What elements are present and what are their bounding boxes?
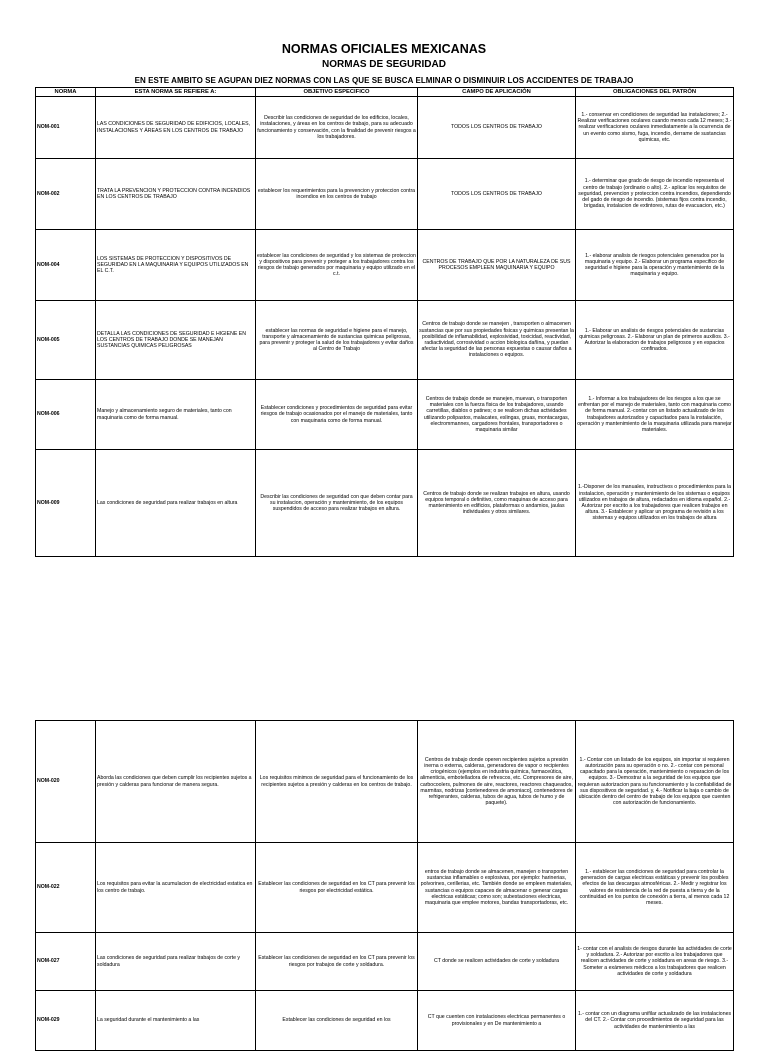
- cell-campo: Centros de trabajo donde se manejen, muevan, o transporten materiales con la fuerza fisica de los trabajadores, usando carretillas, diablos o patines; o se realicen dichas actividades utilizando polipastos, malacates, eslingas, gruas, montacargas, electrommannes, cargadores frontales, transportadores o maquinaria similar: [418, 380, 576, 450]
- cell-refiere: La seguridad durante el mantenimiento a las: [96, 991, 256, 1051]
- table-row: [36, 159, 734, 230]
- cell-objetivo: Establecer las condiciones de seguridad en los CT para prevenir los riesgos por trabajos de corte y soldadura.: [256, 933, 418, 991]
- column-header-norma: NORMA: [36, 88, 96, 97]
- cell-obligaciones: 1.- Elaborar un analisis de riesgos potenciales de sustancias quimicas peligrosas. 2.- Elaborar un plan de primeros auxilios. 3.- Autorizar la elaboracion de trabajos peligrosos y en espacios confinados.: [576, 301, 734, 380]
- cell-refiere: TRATA LA PREVENCION Y PROTECCION CONTRA INCENDIOS EN LOS CENTROS DE TRABAJO: [96, 159, 256, 230]
- cell-norma: NOM-005: [36, 301, 96, 380]
- cell-objetivo: Describir las condiciones de seguridad de los edificios, locales, instalaciones, y áreas en los centros de trabajo, para su adecuado funcionamiento y conservación, con la finalidad de prevenir riesgos a los trabajadores.: [256, 97, 418, 159]
- cell-norma: NOM-029: [36, 991, 96, 1051]
- cell-campo: Centros de trabajo donde se manejen , transporten o almacenen sustancias que por sus propiedades fisicas y quimicas presentan la posibilidad de inflamabilidad, explosividad, toxicidad, reactividad, radiactividad, corrosividad o accion biologica dañina, y puedan afectar la seguridad de las personas expuestas o causar daños a instalaciones o equipos.: [418, 301, 576, 380]
- table-row: [36, 450, 734, 557]
- cell-refiere: DETALLA LAS CONDICIONES DE SEGURIDAD E HIGIENE EN LOS CENTROS DE TRABAJO DONDE SE MANEJAN SUSTANCIAS QUIMICAS PELIGROSAS: [96, 301, 256, 380]
- cell-objetivo: Describir las condiciones de seguridad con que deben contar para su instalacion, operación y mantenimiento, de los equipos suspendidos de acceso para realizar trabajos en altura.: [256, 450, 418, 557]
- cell-obligaciones: 1.- elaborar analisis de riesgos potenciales generados por la maquinaria y equipo. 2.- Elaborar un programa especifico de seguridad e higiene para la operación y mantenimiento de la maquinaria y equipo.: [576, 230, 734, 301]
- table-row: [36, 991, 734, 1051]
- column-header-campo: CAMPO DE APLICACIÓN: [418, 88, 576, 97]
- cell-campo: CT donde se realicen actividades de corte y soldadura: [418, 933, 576, 991]
- table-row: [36, 380, 734, 450]
- cell-obligaciones: 1.- conservar en condiciones de seguridad las instalaciones; 2.- Realizar verificaciones oculares cuando menos cada 12 meses; 3.- realizar verificaciones oculares inmediatamente a la ocurrencia de un evento como sismo, fuga, incendio, derrame de sustancias quimicas, etc.: [576, 97, 734, 159]
- cell-refiere: LOS SISTEMAS DE PROTECCION Y DISPOSITIVOS DE SEGURIDAD EN LA MAQUINARIA Y EQUIPOS UTILIZADOS EN EL C.T.: [96, 230, 256, 301]
- cell-objetivo: Establecer las condiciones de seguridad en los CT para prevenir los riesgos por electricidad estática.: [256, 843, 418, 933]
- cell-obligaciones: 1.- Contar con un listado de los equipos, sin importar si requieren autorización para su operación o no. 2.- contar con personal capacitado para la operación, mantenimiento o reparacion de los equipos. 3.- Demostrar a la seguridad de los equipos que requieran autorizacion para su funcionamiento y la confiabilidad de sus dispositivos de seguridad. y, 4.- Notificar la baja o cambio de ubicación dentro del centro de trabajo de los equipos que cuenten con autorización de funcionamiento.: [576, 721, 734, 843]
- cell-campo: CT que cuenten con instalaciones electricas permanentes o provisionales y en De mantenimiento a: [418, 991, 576, 1051]
- cell-refiere: Los requisitos para evitar la acumulacion de electricidad estatica en los centro de trabajo.: [96, 843, 256, 933]
- cell-norma: NOM-002: [36, 159, 96, 230]
- document-subtitle: NORMAS DE SEGURIDAD: [322, 59, 446, 70]
- cell-refiere: Manejo y almacenamiento seguro de materiales, tanto con maquinaria como de forma manual.: [96, 380, 256, 450]
- cell-campo: Centros de trabajo donde se realizan trabajos en altura, usando equipos temporal o definitivo, como maquinas de acceso para mantenimiento en edificios, plataformas o andamios, jaulas individuales y otros similares.: [418, 450, 576, 557]
- cell-campo: CENTROS DE TRABAJO QUE POR LA NATURALEZA DE SUS PROCESOS EMPLEEN MAQUINARIA Y EQUIPO: [418, 230, 576, 301]
- table-row: [36, 230, 734, 301]
- table-row: [36, 301, 734, 380]
- cell-objetivo: Establecer condiciones y procedimientos de seguridad para evitar riesgos de trabajo ocasionados por el manejo de materiales, tanto con maquinaria como de forma manual.: [256, 380, 418, 450]
- cell-campo: TODOS LOS CENTROS DE TRABAJO: [418, 159, 576, 230]
- column-header-refiere: ESTA NORMA SE REFIERE A:: [96, 88, 256, 97]
- table-row: [36, 97, 734, 159]
- cell-objetivo: establecer los requerimientos para la prevencion y proteccion contra incendios en los centros de trabajo: [256, 159, 418, 230]
- table-row: [36, 843, 734, 933]
- cell-norma: NOM-006: [36, 380, 96, 450]
- cell-obligaciones: 1.-Disponer de los manuales, instructivos o procedimientos para la instalacion, operación y mantenimiento de los sistemas o equipos utilizados en trabajos de altura, redactados en idioma español. 2.- Autorizar por escrito a los trabajadores que realicen trabajos en altura. 3.- Establecer y aplicar un programa de revisión a los sistemas y equipos utilizados en los trabajos de altura: [576, 450, 734, 557]
- cell-norma: NOM-009: [36, 450, 96, 557]
- column-header-obligaciones: OBLIGACIONES DEL PATRÓN: [576, 88, 734, 97]
- cell-obligaciones: 1- contar con el analisis de riesgos durante las actividades de corte y soldadura. 2.- Autorizar por escrito a los trabajadores que realicen actividades de corte y soldadura en areas de riesgo. 3.- Someter a exámenes médicos a los trabajadores que realicen actividades de corte y soldadura: [576, 933, 734, 991]
- cell-norma: NOM-020: [36, 721, 96, 843]
- table-row: [36, 933, 734, 991]
- cell-campo: entros de trabajo donde se almacenen, manejen o transporten sustancias inflamables o explosivas, por ejemplo: harinerias, polvorines, cerillerias, etc. También donde se empleen materiales, sustancias o equipos capaces de almacenar o generar cargas electricas estáticas; como son; subestaciones electricas, maquinaria que emplee motores, bandas transportadoras, etc.: [418, 843, 576, 933]
- cell-obligaciones: 1.- establecer las condiciones de seguridad para controlar la generacion de cargas electricas estáticas y prevenir los posibles efectos de las descargas atmosféricas. 2.- Medir y registrar los valores de resistencia de la red de puesta a tierra y de la continuidad en los puntos de conexión a tierra, al menos cada 12 meses.: [576, 843, 734, 933]
- cell-obligaciones: 1.- Informar a los trabajadores de los riesgos a los que se enfrentan por el manejo de materiales, tanto con maquinaria como de forma manual. 2.-contar con un listado actualizado de los trabajadores autorizados y capacitados para la instalación, operación y mantenimiento de la maquinaria utilizada para manejar materiales.: [576, 380, 734, 450]
- cell-obligaciones: 1.- contar con un diagrama unifilar actualizado de las instalaciones del CT. 2.- Contar con procedimientos de seguridad para las actividades de mantenimiento a las: [576, 991, 734, 1051]
- normas-table-continued: [35, 720, 734, 1051]
- document-intro: EN ESTE AMBITO SE AGUPAN DIEZ NORMAS CON LAS QUE SE BUSCA ELMINAR O DISMINUIR LOS ACCIDENTES DE TRABAJO: [134, 76, 634, 85]
- cell-norma: NOM-022: [36, 843, 96, 933]
- cell-norma: NOM-027: [36, 933, 96, 991]
- column-header-objetivo: OBJETIVO ESPECIFICO: [256, 88, 418, 97]
- document-title: NORMAS OFICIALES MEXICANAS: [281, 42, 487, 56]
- cell-refiere: LAS CONDICIONES DE SEGURIDAD DE EDIFICIOS, LOCALES, INSTALACIONES Y ÁREAS EN LOS CENTROS DE TRABAJO: [96, 97, 256, 159]
- cell-objetivo: establecer las normas de seguridad e higiene para el manejo, transporte y almacenamiento de sustancias quimicas peligrosas, para prevenir y proteger la salud de los trabajadores y evitar daños al Centro de Trabajo: [256, 301, 418, 380]
- cell-refiere: Aborda las condiciones que deben cumplir los recipientes sujetos a presión y calderas para funcionar de manera segura.: [96, 721, 256, 843]
- cell-campo: TODOS LOS CENTROS DE TRABAJO: [418, 97, 576, 159]
- cell-refiere: Las condiciones de seguridad para realizar trabajos de corte y soldadura: [96, 933, 256, 991]
- cell-norma: NOM-004: [36, 230, 96, 301]
- table-row: [36, 721, 734, 843]
- cell-obligaciones: 1.- determinar que grado de riesgo de incendio representa el centro de trabajo (ordinario o alto). 2.- aplicar los requisitos de seguridad, prevencion y proteccion contra incendios, dependiendo del gado de riesgo de incendio. (sistemas fijos contra incendio, brigadas, instalacion de extintores, rutas de evacuacion, etc.): [576, 159, 734, 230]
- normas-table: [35, 87, 734, 557]
- cell-refiere: Las condiciones de seguridad para realizar trabajos en altura: [96, 450, 256, 557]
- cell-objetivo: Los requisitos minimos de seguridad para el funcionamiento de los recipientes sujetos a presión y calderas en los centros de trabajo.: [256, 721, 418, 843]
- cell-norma: NOM-001: [36, 97, 96, 159]
- cell-campo: Centros de trabajo donde operen recipientes sujetos a presión inerna o externa, calderas, generadores de vapor o recipientes criogénicos (ejemplos en industria química, farmaceútica, alimenticia, embotelladora de refrescos, etc. Compresores de aire, carbocoolers, pulmones de aire, reactores, reactores chaqueados, marmitas, nodrizas [contenedores de amoniaco], contenedores de refrigerantes, calderas, tubos de agua, tubos de humo y de paquete).: [418, 721, 576, 843]
- table-header-row: [36, 88, 734, 97]
- cell-objetivo: establecer las condiciones de seguridad y los sistemas de proteccion y dispositivos para prevenir y proteger a los trabajadores contra los riesgos de trabajo generados por maquinaria y equipo utilizado en el c.t.: [256, 230, 418, 301]
- cell-objetivo: Establecer las condiciones de seguridad en los: [256, 991, 418, 1051]
